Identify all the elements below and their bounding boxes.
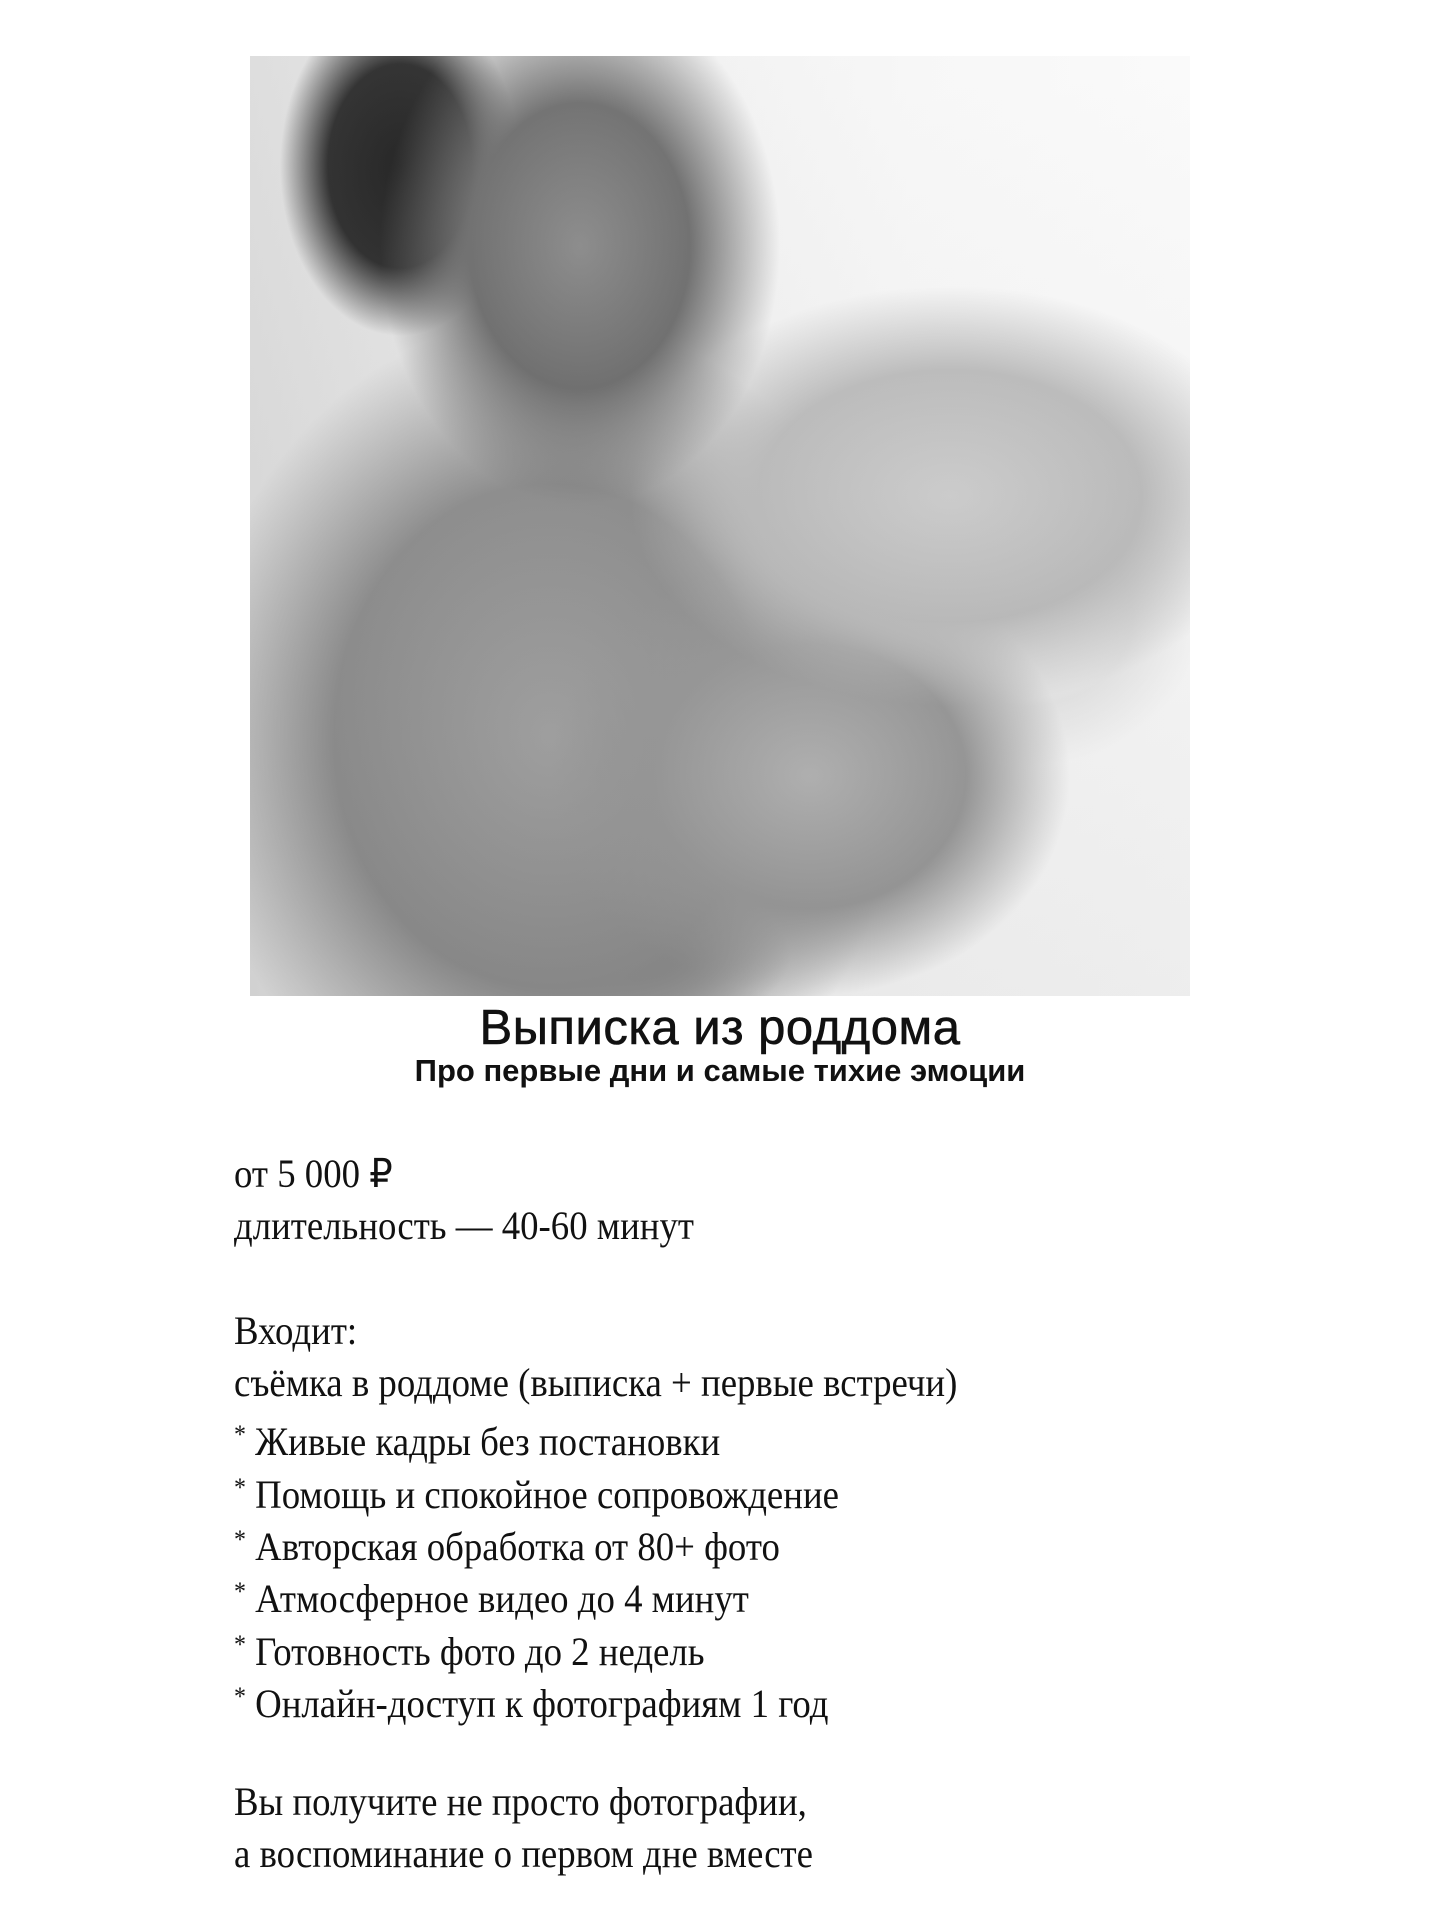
description (234, 1148, 957, 1880)
includes-heading: Входит: (234, 1307, 358, 1353)
page-title: Выписка из роддома (479, 1001, 961, 1055)
asterisk-icon: * (234, 1629, 246, 1659)
list-item-text: Готовность фото до 2 недель (255, 1628, 705, 1674)
photo-shade (250, 56, 1190, 996)
list-item (234, 1462, 957, 1517)
spacer (234, 1723, 957, 1775)
list-item-text: Авторская обработка от 80+ фото (255, 1524, 780, 1570)
asterisk-icon: * (234, 1525, 246, 1555)
asterisk-icon: * (234, 1681, 246, 1711)
closing-line-2: а воспоминание о первом дне вместе (234, 1830, 813, 1876)
asterisk-icon: * (234, 1420, 246, 1450)
spacer (234, 1253, 957, 1305)
hero-photo (250, 56, 1190, 996)
closing-line-1: Вы получите не просто фотографии, (234, 1778, 807, 1824)
list-item (234, 1514, 957, 1570)
list-item (234, 1671, 957, 1726)
includes-intro: съёмка в роддоме (выписка + первые встречи) (234, 1360, 958, 1406)
list-item-text: Живые кадры без постановки (255, 1419, 721, 1465)
list-item (234, 1409, 957, 1465)
page-subtitle: Про первые дни и самые тихие эмоции (414, 1053, 1026, 1088)
price: от 5 000 ₽ (234, 1151, 393, 1196)
list-item-text: Онлайн-доступ к фотографиям 1 год (255, 1680, 829, 1726)
title-block (0, 1000, 1440, 1090)
list-item-text: Атмосферное видео до 4 минут (255, 1576, 749, 1622)
list-item (234, 1566, 957, 1622)
list-item-text: Помощь и спокойное сопровождение (255, 1471, 839, 1517)
asterisk-icon: * (234, 1472, 246, 1502)
asterisk-icon: * (234, 1577, 246, 1607)
duration: длительность — 40-60 минут (234, 1203, 694, 1249)
list-item (234, 1619, 957, 1674)
